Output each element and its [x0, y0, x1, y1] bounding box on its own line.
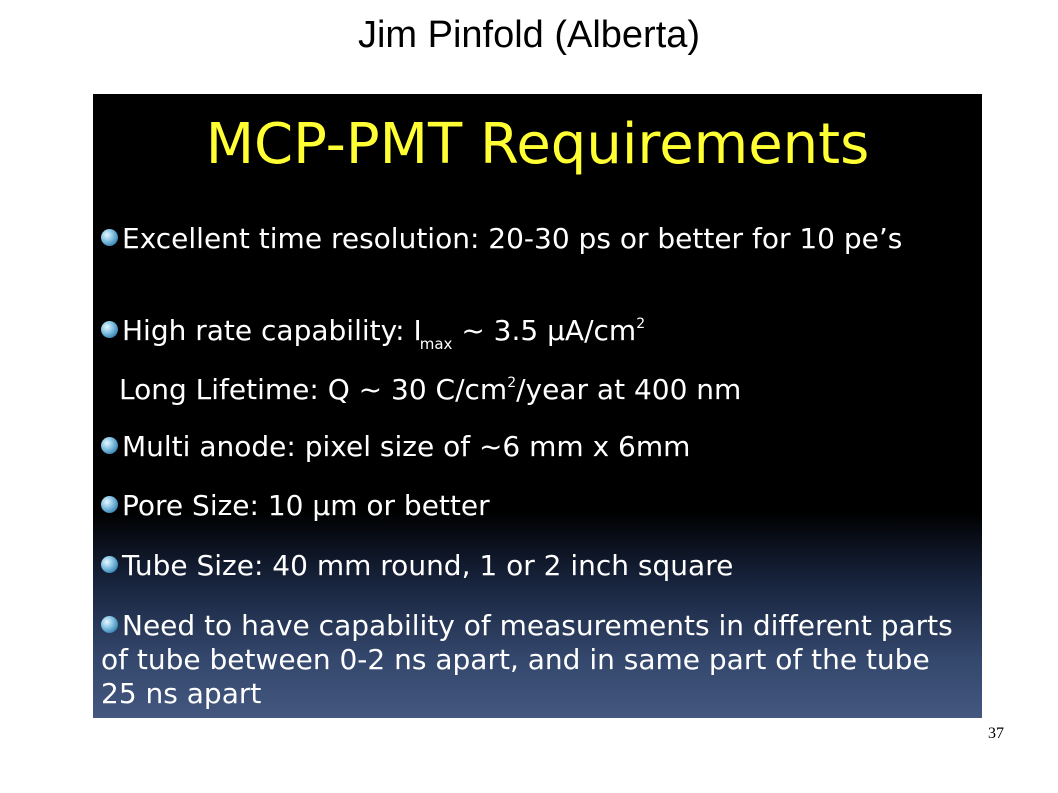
- bullet-text: Multi anode: pixel size of ~6 mm x 6mm: [122, 430, 691, 463]
- bullet-superscript: 2: [636, 316, 646, 332]
- slide-number: 37: [988, 725, 1004, 742]
- bullet-time-resolution: [101, 222, 973, 256]
- bullet-lifetime: [119, 366, 982, 407]
- bullet-text: Long Lifetime: Q ~ 30 C/cm: [119, 373, 508, 406]
- bullet-text-mid: ~ 3.5 μA/cm: [452, 314, 637, 347]
- bullet-text: Pore Size: 10 μm or better: [122, 489, 490, 522]
- bullet-text: Need to have capability of measurements in different parts of tube between 0-2 ns apart, and in same part of the tube 25 ns apart: [101, 609, 953, 710]
- bullet-rate-capability: [101, 307, 973, 361]
- bullet-sphere-icon: [101, 616, 118, 633]
- bullet-sphere-icon: [101, 321, 118, 338]
- bullet-sphere-icon: [101, 496, 118, 513]
- bullet-multi-anode: [101, 430, 973, 464]
- bullet-subscript: max: [419, 335, 453, 353]
- bullet-text: Tube Size: 40 mm round, 1 or 2 inch square: [122, 549, 734, 582]
- bullet-measurement-capability: [101, 609, 973, 711]
- bullet-text-post: /year at 400 nm: [516, 373, 742, 406]
- bullet-sphere-icon: [101, 229, 118, 246]
- slide-image: [93, 94, 982, 718]
- bullet-tube-size: [101, 549, 973, 583]
- bullet-superscript: 2: [507, 375, 517, 391]
- bullet-text: High rate capability: I: [122, 314, 422, 347]
- bullet-sphere-icon: [101, 437, 118, 454]
- bullet-text: Excellent time resolution: 20-30 ps or better for 10 pe’s: [122, 222, 903, 255]
- slide-heading: MCP-PMT Requirements: [205, 112, 870, 177]
- bullet-pore-size: [101, 489, 973, 523]
- page-title: Jim Pinfold (Alberta): [357, 14, 701, 56]
- bullet-sphere-icon: [101, 556, 118, 573]
